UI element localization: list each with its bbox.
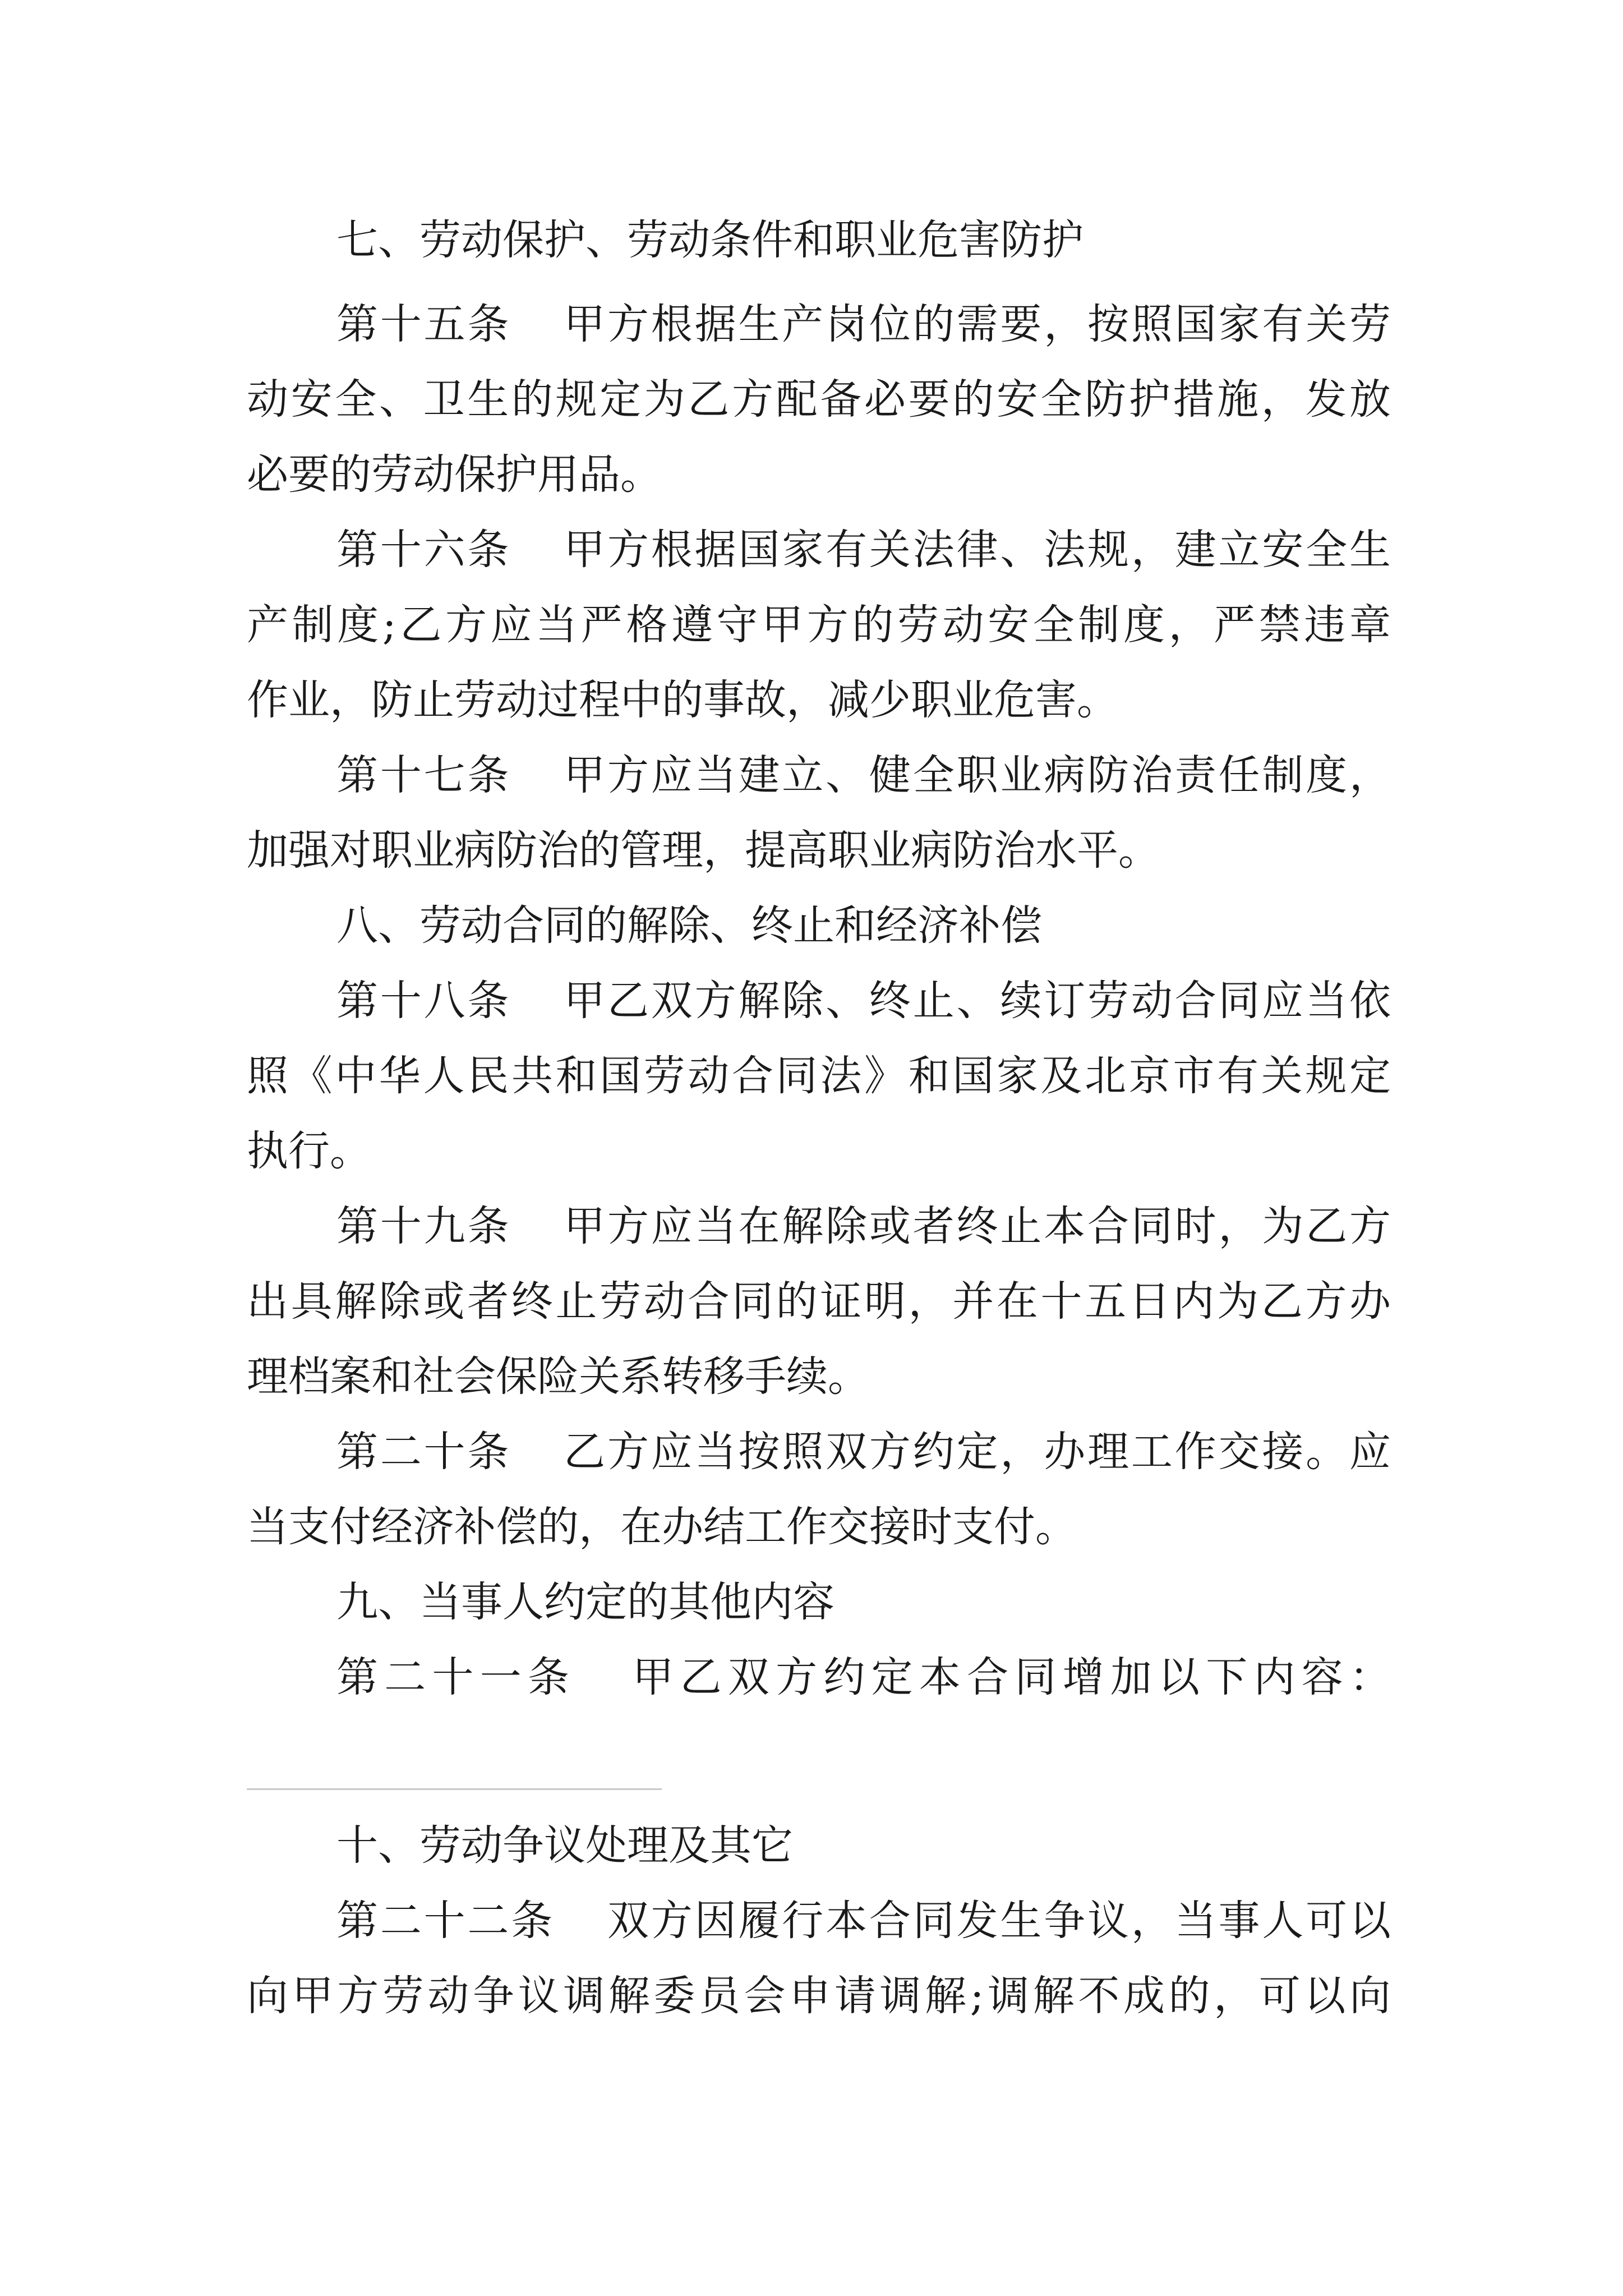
- article-20-line-2: [247, 1499, 1391, 1555]
- article-18-line-2: [247, 1048, 1391, 1104]
- article-text: 甲方应当在解除或者终止本合同时，为乙方: [561, 1202, 1391, 1250]
- article-text: 执行。: [247, 1127, 371, 1175]
- article-text: 甲方应当建立、健全职业病防治责任制度，: [561, 751, 1391, 799]
- article-text: 理档案和社会保险关系转移手续。: [247, 1352, 869, 1401]
- separator-rule: [247, 1788, 662, 1790]
- section-heading-text: 十、劳动争议处理及其它: [336, 1821, 793, 1870]
- article-22-line-1: [336, 1893, 1391, 1949]
- article-19-line-3: [247, 1349, 1391, 1405]
- section-heading-9: [336, 1574, 1391, 1630]
- section-heading-text: 八、劳动合同的解除、终止和经济补偿: [336, 901, 1042, 950]
- article-text: 作业，防止劳动过程中的事故，减少职业危害。: [247, 676, 1118, 724]
- article-21-line-1: [336, 1649, 1391, 1705]
- section-heading-text: 九、当事人约定的其他内容: [336, 1578, 834, 1626]
- article-number: 第十五条: [336, 300, 511, 348]
- article-text: 出具解除或者终止劳动合同的证明，并在十五日内为乙方办: [247, 1277, 1391, 1326]
- article-18-line-1: [336, 973, 1391, 1029]
- article-text: 必要的劳动保护用品。: [247, 450, 662, 499]
- article-text: 甲乙双方约定本合同增加以下内容：: [626, 1653, 1391, 1701]
- article-text: 当支付经济补偿的，在办结工作交接时支付。: [247, 1503, 1077, 1551]
- article-19-line-1: [336, 1198, 1391, 1254]
- section-heading-8: [336, 898, 1391, 954]
- article-number: 第二十二条: [336, 1897, 555, 1945]
- article-text: 产制度;乙方应当严格遵守甲方的劳动安全制度，严禁违章: [247, 601, 1391, 649]
- article-18-line-3: [247, 1123, 1391, 1179]
- article-text: 双方因履行本合同发生争议，当事人可以: [605, 1897, 1391, 1945]
- article-16-line-1: [336, 522, 1391, 578]
- article-text: 动安全、卫生的规定为乙方配备必要的安全防护措施，发放: [247, 375, 1391, 424]
- article-text: 照《中华人民共和国劳动合同法》和国家及北京市有关规定: [247, 1052, 1391, 1100]
- article-15-line-1: [336, 296, 1391, 352]
- article-15-line-3: [247, 447, 1391, 503]
- article-22-line-2: [247, 1968, 1391, 2024]
- article-text: 乙方应当按照双方约定，办理工作交接。应: [561, 1428, 1391, 1476]
- article-text: 向甲方劳动争议调解委员会申请调解;调解不成的，可以向: [247, 1972, 1391, 2020]
- article-number: 第十八条: [336, 977, 511, 1025]
- section-heading-10: [336, 1818, 1391, 1874]
- article-text: 甲乙双方解除、终止、续订劳动合同应当依: [561, 977, 1391, 1025]
- article-number: 第二十条: [336, 1428, 511, 1476]
- article-16-line-3: [247, 672, 1391, 728]
- article-number: 第十七条: [336, 751, 511, 799]
- article-number: 第二十一条: [336, 1653, 576, 1701]
- article-text: 甲方根据国家有关法律、法规，建立安全生: [561, 526, 1391, 574]
- article-17-line-2: [247, 822, 1391, 878]
- article-19-line-2: [247, 1273, 1391, 1329]
- section-heading-7: [336, 212, 1391, 268]
- article-number: 第十九条: [336, 1202, 511, 1250]
- article-text: 加强对职业病防治的管理，提高职业病防治水平。: [247, 826, 1160, 875]
- section-heading-text: 七、劳动保护、劳动条件和职业危害防护: [336, 216, 1083, 264]
- article-15-line-2: [247, 371, 1391, 427]
- article-16-line-2: [247, 597, 1391, 653]
- article-text: 甲方根据生产岗位的需要，按照国家有关劳: [561, 300, 1391, 348]
- article-number: 第十六条: [336, 526, 511, 574]
- article-17-line-1: [336, 747, 1391, 803]
- article-20-line-1: [336, 1424, 1391, 1480]
